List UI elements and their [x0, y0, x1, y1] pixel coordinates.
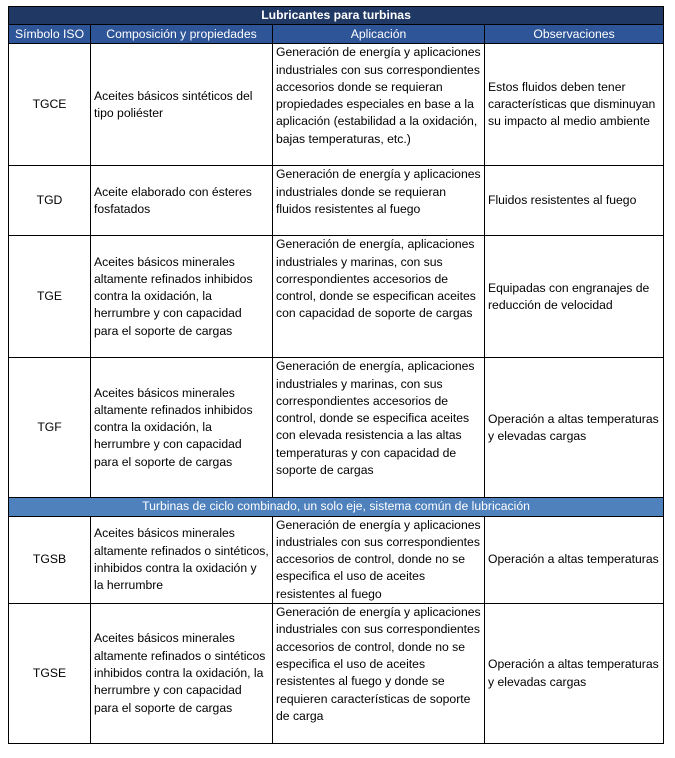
header-composition: Composición y propiedades — [91, 25, 273, 44]
section-title: Turbinas de ciclo combinado, un solo eje, sistema común de lubricación — [9, 498, 664, 516]
application-cell: Generación de energía y aplicaciones industriales con sus correspondientes accesorios de control, donde no se especifica el uso de aceites resistentes al fuego y donde se requieren características de soporte de carga — [273, 604, 485, 744]
table-title: Lubricantes para turbinas — [9, 7, 664, 25]
composition-cell: Aceites básicos minerales altamente refinados o sintéticos inhibidos contra la oxidación, la herrumbre y con capacidad para el soporte de cargas — [91, 604, 273, 744]
composition-cell: Aceites básicos sintéticos del tipo poliéster — [91, 44, 273, 166]
iso-symbol-cell: TGD — [9, 166, 91, 236]
observations-cell: Estos fluidos deben tener características que disminuyan su impacto al medio ambiente — [485, 44, 664, 166]
iso-symbol-cell: TGSE — [9, 604, 91, 744]
observations-cell: Fluidos resistentes al fuego — [485, 166, 664, 236]
table-row — [9, 516, 664, 603]
header-application: Aplicación — [273, 25, 485, 44]
application-cell: Generación de energía, aplicaciones industriales y marinas, con sus correspondientes accesorios de control, donde se especifica aceites con elevada resistencia a las altas temperaturas y con capacidad de soporte de cargas — [273, 358, 485, 498]
header-observations: Observaciones — [485, 25, 664, 44]
composition-cell: Aceite elaborado con ésteres fosfatados — [91, 166, 273, 236]
table-title-row — [9, 7, 664, 25]
table-row — [9, 236, 664, 358]
application-cell: Generación de energía y aplicaciones industriales con sus correspondientes accesorios de control, donde no se especifica el uso de aceites resistentes al fuego — [273, 516, 485, 603]
table-row — [9, 604, 664, 744]
iso-symbol-cell: TGSB — [9, 516, 91, 603]
observations-cell: Operación a altas temperaturas y elevadas cargas — [485, 604, 664, 744]
iso-symbol-cell: TGCE — [9, 44, 91, 166]
composition-cell: Aceites básicos minerales altamente refinados o sintéticos, inhibidos contra la oxidación y la herrumbre — [91, 516, 273, 603]
observations-cell: Operación a altas temperaturas — [485, 516, 664, 603]
lubricants-table — [8, 6, 664, 744]
table-row — [9, 44, 664, 166]
composition-cell: Aceites básicos minerales altamente refinados inhibidos contra la oxidación, la herrumbre y con capacidad para el soporte de cargas — [91, 236, 273, 358]
observations-cell: Equipadas con engranajes de reducción de velocidad — [485, 236, 664, 358]
iso-symbol-cell: TGE — [9, 236, 91, 358]
observations-cell: Operación a altas temperaturas y elevadas cargas — [485, 358, 664, 498]
application-cell: Generación de energía, aplicaciones industriales y marinas, con sus correspondientes accesorios de control, donde se especifican aceites con capacidad de soporte de cargas — [273, 236, 485, 358]
table-row — [9, 166, 664, 236]
composition-cell: Aceites básicos minerales altamente refinados inhibidos contra la oxidación, la herrumbre y con capacidad para el soporte de cargas — [91, 358, 273, 498]
table-row — [9, 358, 664, 498]
table-header-row — [9, 25, 664, 44]
iso-symbol-cell: TGF — [9, 358, 91, 498]
application-cell: Generación de energía y aplicaciones industriales donde se requieran fluidos resistentes al fuego — [273, 166, 485, 236]
section-row — [9, 498, 664, 516]
application-cell: Generación de energía y aplicaciones industriales con sus correspondientes accesorios donde se requieran propiedades especiales en base a la aplicación (estabilidad a la oxidación, bajas temperaturas, etc.) — [273, 44, 485, 166]
header-iso-symbol: Símbolo ISO — [9, 25, 91, 44]
